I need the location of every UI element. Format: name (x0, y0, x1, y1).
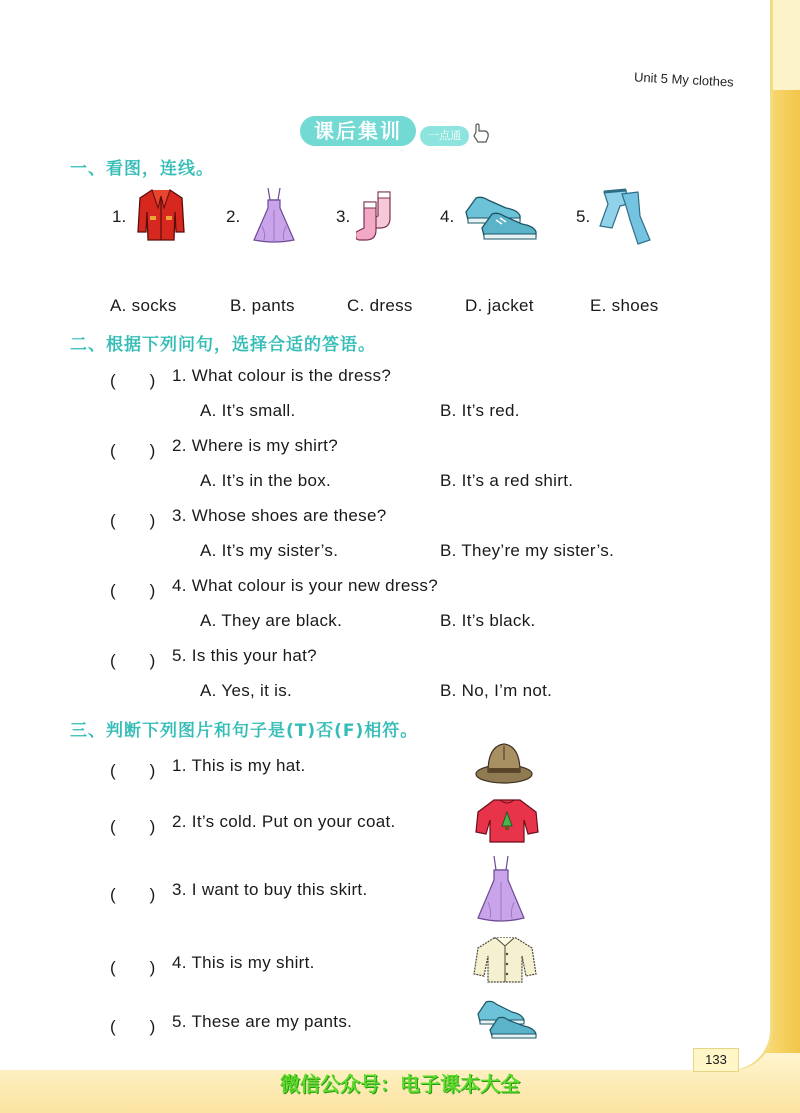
section2-title: 二、根据下列问句，选择合适的答语。 (70, 335, 376, 355)
jacket-icon (136, 186, 186, 244)
picture-number: 2. (226, 207, 241, 226)
footer-watermark: 微信公众号：电子课本大全 (280, 1072, 520, 1096)
option-label: B. pants (230, 296, 295, 315)
choice-a: A. It’s in the box. (200, 471, 332, 490)
question-text: 2. Where is my shirt? (172, 436, 338, 455)
shoes-icon (462, 190, 538, 242)
banner-subtitle: 一点通 (420, 126, 469, 146)
dress-icon (250, 186, 298, 244)
statement-text: 2. It’s cold. Put on your coat. (172, 812, 396, 831)
question-text: 5. Is this your hat? (172, 646, 317, 665)
choice-b: B. It’s black. (440, 611, 536, 630)
option-label: A. socks (110, 296, 177, 315)
option-label: E. shoes (590, 296, 659, 315)
pointing-hand-icon (470, 122, 492, 144)
statement-text: 4. This is my shirt. (172, 953, 315, 972)
sweater-icon (474, 796, 540, 844)
picture-number: 3. (336, 207, 351, 226)
statement-text: 1. This is my hat. (172, 756, 306, 775)
choice-b: B. It’s a red shirt. (440, 471, 574, 490)
option-label: C. dress (347, 296, 413, 315)
choice-b: B. They’re my sister’s. (440, 541, 615, 560)
choice-b: B. It’s red. (440, 401, 520, 420)
question-text: 3. Whose shoes are these? (172, 506, 387, 525)
answer-blank[interactable]: ( ) (110, 761, 156, 780)
section3-title: 三、判断下列图片和句子是(T)否(F)相符。 (70, 721, 419, 741)
question-text: 1. What colour is the dress? (172, 366, 392, 385)
answer-blank[interactable]: ( ) (110, 511, 156, 530)
socks-icon (356, 188, 402, 244)
question-text: 4. What colour is your new dress? (172, 576, 438, 595)
picture-number: 4. (440, 207, 455, 226)
choice-a: A. It’s my sister’s. (200, 541, 339, 560)
shoes-icon (474, 996, 540, 1042)
choice-a: A. Yes, it is. (200, 681, 293, 700)
answer-blank[interactable]: ( ) (110, 958, 156, 977)
answer-blank[interactable]: ( ) (110, 581, 156, 600)
banner-title: 课后集训 (300, 116, 416, 146)
statement-text: 5. These are my pants. (172, 1012, 353, 1031)
hat-icon (474, 740, 534, 786)
page-number: 133 (693, 1048, 739, 1072)
answer-blank[interactable]: ( ) (110, 371, 156, 390)
answer-blank[interactable]: ( ) (110, 817, 156, 836)
section-banner (300, 116, 490, 146)
answer-blank[interactable]: ( ) (110, 651, 156, 670)
shirt-icon (472, 934, 538, 984)
picture-number: 5. (576, 207, 591, 226)
dress-icon (474, 854, 528, 924)
statement-text: 3. I want to buy this skirt. (172, 880, 368, 899)
pants-icon (598, 186, 652, 246)
choice-b: B. No, I’m not. (440, 681, 553, 700)
choice-a: A. They are black. (200, 611, 343, 630)
option-label: D. jacket (465, 296, 534, 315)
choice-a: A. It’s small. (200, 401, 296, 420)
answer-blank[interactable]: ( ) (110, 885, 156, 904)
answer-blank[interactable]: ( ) (110, 1017, 156, 1036)
section1-title: 一、看图，连线。 (70, 159, 214, 179)
picture-number: 1. (112, 207, 127, 226)
unit-header: Unit 5 My clothes (633, 69, 735, 90)
answer-blank[interactable]: ( ) (110, 441, 156, 460)
